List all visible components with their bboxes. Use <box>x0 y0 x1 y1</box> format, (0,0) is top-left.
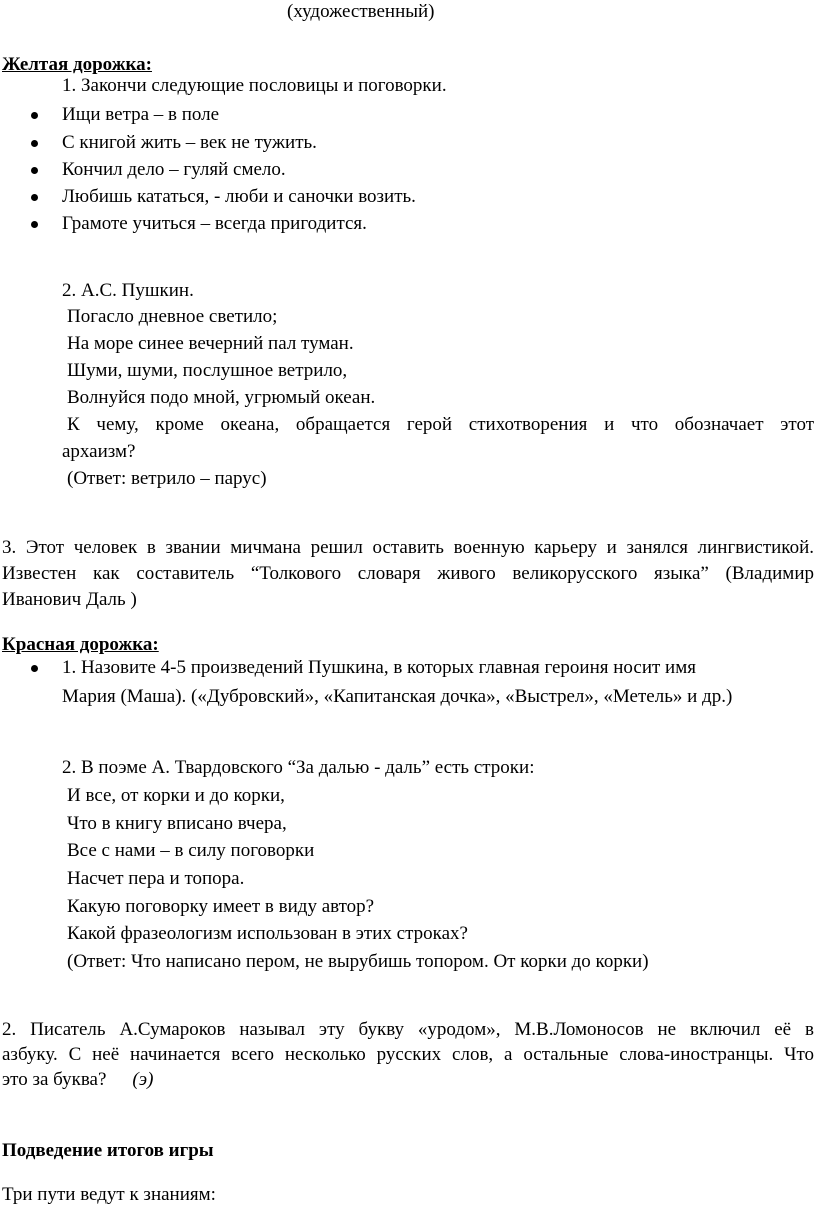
bullet-icon <box>31 221 38 228</box>
list-item: Любишь кататься, - люби и саночки возить. <box>62 186 416 207</box>
list-item: Кончил дело – гуляй смело. <box>62 159 286 180</box>
bullet-icon <box>31 112 38 119</box>
red-path-title: Красная дорожка: <box>2 634 159 655</box>
verse-question: Какую поговорку имеет в виду автор? <box>67 896 375 917</box>
verse-question: Какой фразеологизм использован в этих строках? <box>67 923 468 944</box>
poem-line: Волнуйся подо мной, угрюмый океан. <box>67 387 376 408</box>
verse-line: Все с нами – в силу поговорки <box>67 840 315 861</box>
bullet-icon <box>31 665 38 672</box>
red-task-3-question: это за буква? <box>2 1069 107 1090</box>
summary-title: Подведение итогов игры <box>2 1140 214 1161</box>
verse-line: И все, от корки и до корки, <box>67 785 285 806</box>
poem-line: Шуми, шуми, послушное ветрило, <box>67 360 348 381</box>
red-task-1: 1. Назовите 4-5 произведений Пушкина, в которых главная героиня носит имя <box>62 657 696 678</box>
red-task-1-cont: Мария (Маша). («Дубровский», «Капитанская дочка», «Выстрел», «Метель» и др.) <box>62 686 733 707</box>
red-task-3: 2. Писатель А.Сумароков называл эту букву «уродом», М.В.Ломоносов не включил её в <box>2 1019 814 1040</box>
yellow-answer: (Ответ: ветрило – парус) <box>67 468 267 489</box>
yellow-task-1: 1. Закончи следующие пословицы и поговорки. <box>62 75 447 96</box>
summary-text: Три пути ведут к знаниям: <box>2 1184 216 1205</box>
red-task-3-end <box>2 1069 153 1092</box>
list-item: Ищи ветра – в поле <box>62 104 220 125</box>
red-task-3-cont: азбуку. С неё начинается всего несколько русских слов, а остальные слова-иностранцы. Что <box>2 1044 814 1065</box>
bullet-icon <box>31 140 38 147</box>
list-item: Грамоте учиться – всегда пригодится. <box>62 213 367 234</box>
yellow-question: К чему, кроме океана, обращается герой стихотворения и что обозначает этот <box>67 414 814 435</box>
list-item: С книгой жить – век не тужить. <box>62 132 317 153</box>
yellow-path-title: Желтая дорожка: <box>2 54 152 75</box>
verse-line: Что в книгу вписано вчера, <box>67 813 287 834</box>
poem-line: На море синее вечерний пал туман. <box>67 333 354 354</box>
yellow-task-3-cont: Известен как составитель “Толкового словаря живого великорусского языка” (Владимир <box>2 563 814 584</box>
genre-subtitle: (художественный) <box>287 1 435 22</box>
yellow-task-2: 2. А.С. Пушкин. <box>62 280 194 301</box>
yellow-task-3-end: Иванович Даль ) <box>2 589 137 610</box>
red-task-3-answer: (э) <box>132 1069 154 1090</box>
poem-line: Погасло дневное светило; <box>67 306 278 327</box>
yellow-question-cont: архаизм? <box>62 441 136 462</box>
verse-line: Насчет пера и топора. <box>67 868 245 889</box>
red-task-2: 2. В поэме А. Твардовского “За далью - даль” есть строки: <box>62 757 535 778</box>
yellow-task-3: 3. Этот человек в звании мичмана решил оставить военную карьеру и занялся лингвистикой. <box>2 537 814 558</box>
bullet-icon <box>31 167 38 174</box>
verse-answer: (Ответ: Что написано пером, не вырубишь топором. От корки до корки) <box>67 951 649 972</box>
bullet-icon <box>31 194 38 201</box>
